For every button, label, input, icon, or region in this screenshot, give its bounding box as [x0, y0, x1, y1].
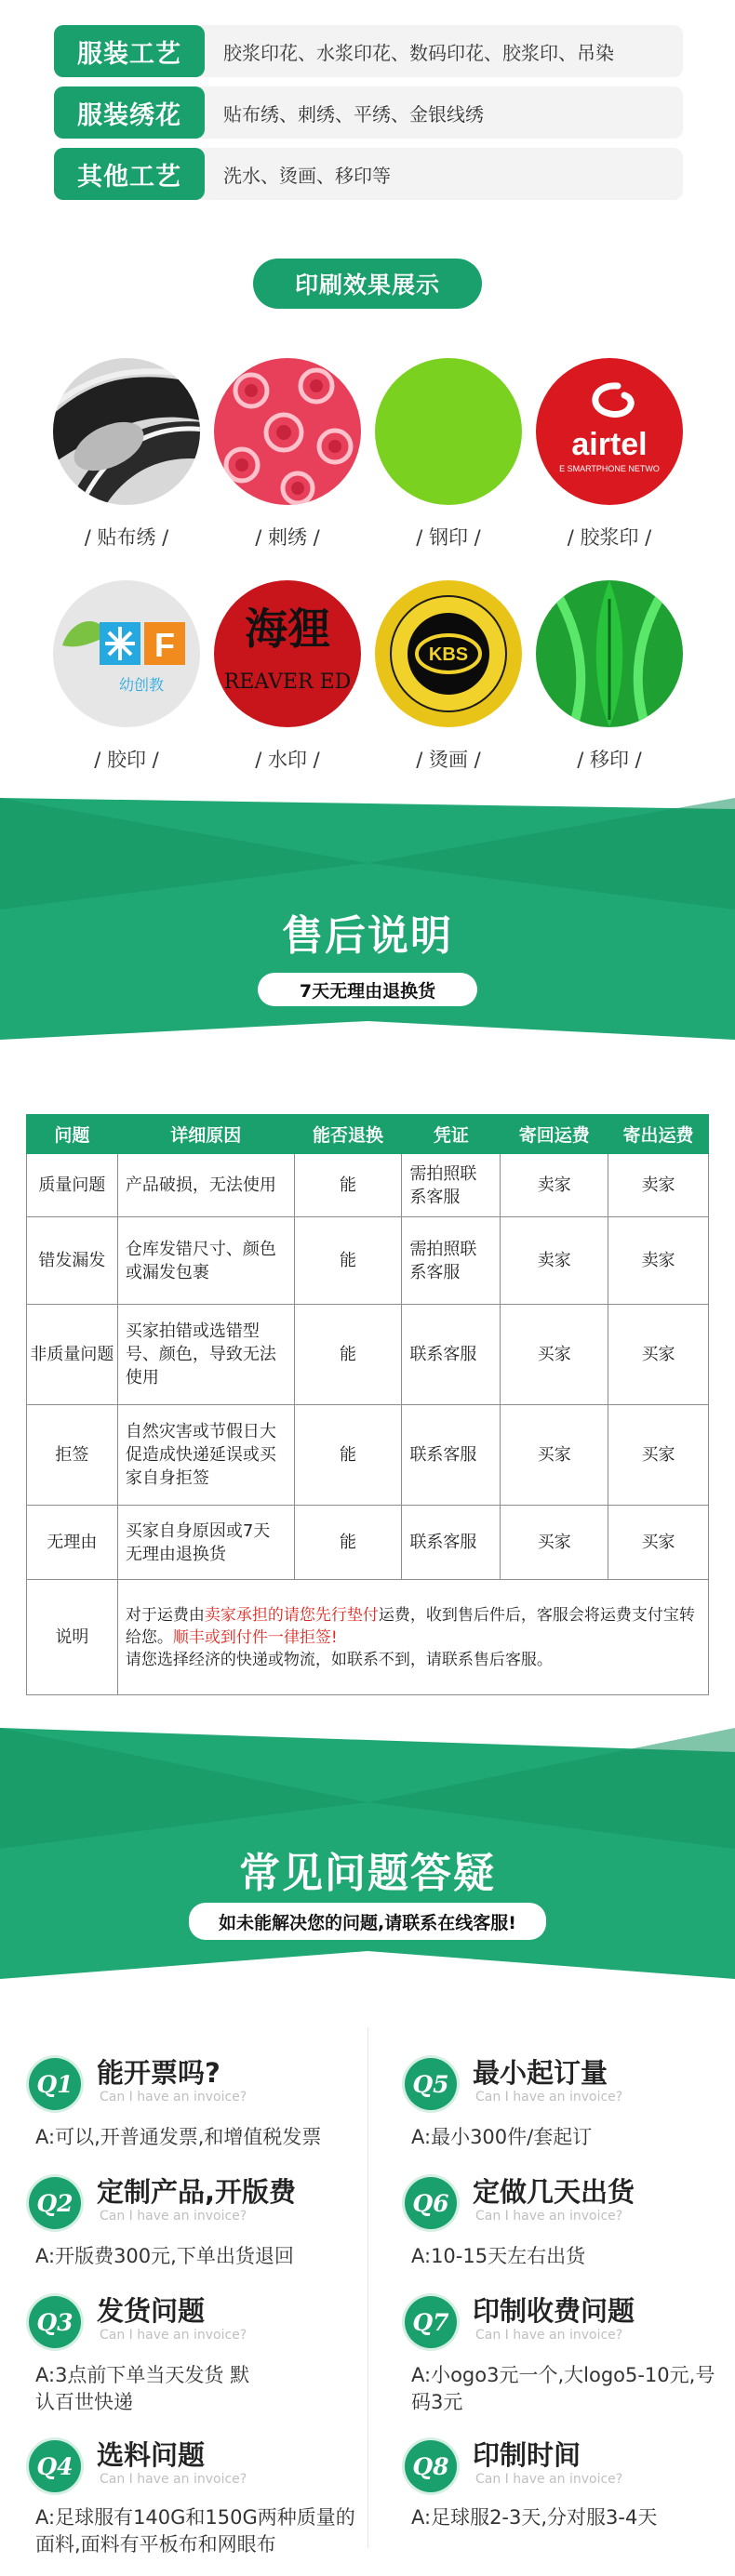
- table-cell: 买家: [501, 1305, 608, 1405]
- after-sale-table: [26, 1114, 709, 1695]
- faq-question: 最小起订量: [473, 2057, 608, 2089]
- table-cell: 卖家: [501, 1154, 608, 1217]
- table-cell: 联系客服: [402, 1305, 501, 1405]
- table-cell: 拒签: [27, 1405, 118, 1506]
- table-cell: 能: [294, 1405, 402, 1506]
- faq-badge: Q4: [29, 2440, 81, 2492]
- faq-answer: A:足球服2-3天,分对服3-4天: [411, 2506, 658, 2529]
- effect-caption: / 胶浆印 /: [567, 526, 652, 549]
- faq-question-en: Can I have an invoice?: [100, 2090, 247, 2105]
- table-cell: 产品破损，无法使用: [117, 1154, 294, 1217]
- table-cell: 卖家: [501, 1217, 608, 1305]
- svg-text:F: F: [154, 626, 175, 664]
- table-header: 问题: [27, 1115, 118, 1154]
- effect-caption: / 烫画 /: [416, 749, 481, 771]
- process-tag: 服装工艺: [54, 25, 205, 77]
- table-header: 凭证: [402, 1115, 501, 1154]
- pad-print-image: [536, 580, 683, 727]
- offset-print-image: [53, 580, 200, 727]
- table-row: [27, 1217, 709, 1305]
- table-cell: 非质量问题: [27, 1305, 118, 1405]
- table-row: [27, 1154, 709, 1217]
- table-cell: 联系客服: [402, 1506, 501, 1580]
- water-print-english: REAVER ED: [223, 671, 352, 694]
- table-cell: 卖家: [608, 1154, 709, 1217]
- after-sale-title: 售后说明: [282, 912, 453, 960]
- table-cell: 说明: [27, 1580, 118, 1695]
- table-cell: 买家: [608, 1305, 709, 1405]
- table-header-row: [27, 1115, 709, 1154]
- kbs-logo-text: KBS: [428, 644, 469, 665]
- effect-caption: / 胶印 /: [94, 749, 159, 771]
- process-row-embroidery: [54, 86, 683, 139]
- table-cell: 错发漏发: [27, 1217, 118, 1305]
- effects-title: 印刷效果展示: [253, 259, 482, 309]
- table-cell: 联系客服: [402, 1405, 501, 1506]
- faq-badge: Q5: [405, 2058, 457, 2110]
- steel-print-image: [375, 358, 522, 505]
- water-print-image: [214, 580, 361, 727]
- table-cell: 买家: [501, 1405, 608, 1506]
- faq-question: 定做几天出货: [473, 2176, 635, 2208]
- faq-title: 常见问题答疑: [239, 1850, 496, 1897]
- table-cell: 买家: [501, 1506, 608, 1580]
- heat-transfer-image: [375, 580, 522, 727]
- faq-answer: A:足球服有140G和150G两种质量的面料,面料有平板布和网眼布: [35, 2506, 355, 2556]
- faq-answer: A:最小300件/套起订: [411, 2126, 593, 2148]
- process-row-other: [54, 148, 683, 200]
- faq-question-en: Can I have an invoice?: [100, 2328, 247, 2343]
- water-print-chinese: 海狸: [245, 604, 330, 654]
- faq-badge: Q7: [405, 2296, 457, 2348]
- process-desc: 洗水、烫画、移印等: [223, 164, 391, 187]
- faq-question-en: Can I have an invoice?: [475, 2090, 623, 2105]
- table-row: [27, 1405, 709, 1506]
- effect-caption: / 移印 /: [577, 749, 642, 771]
- table-cell: 买家: [608, 1405, 709, 1506]
- process-tag: 其他工艺: [54, 148, 205, 200]
- process-tag: 服装绣花: [54, 86, 205, 139]
- table-row: [27, 1506, 709, 1580]
- faq-badge: Q2: [29, 2177, 81, 2229]
- table-cell: 需拍照联系客服: [402, 1154, 501, 1217]
- airtel-logo-text: airtel: [571, 427, 648, 462]
- effect-caption: / 刺绣 /: [255, 526, 320, 549]
- note-highlight: 顺丰或到付件一律拒签!: [172, 1627, 338, 1647]
- table-cell: 买家: [608, 1506, 709, 1580]
- table-header: 详细原因: [117, 1115, 294, 1154]
- plastisol-print-image: [536, 358, 683, 505]
- faq-answer: A:可以,开普通发票,和增值税发票: [35, 2126, 322, 2148]
- table-cell: 买家自身原因或7天无理由退换货: [117, 1506, 294, 1580]
- faq-question: 定制产品,开版费: [97, 2176, 297, 2208]
- faq-answer: A:小ogo3元一个,大logo5-10元,号码3元: [411, 2364, 715, 2413]
- faq-badge: Q3: [29, 2296, 81, 2348]
- table-cell: 卖家: [608, 1217, 709, 1305]
- airtel-logo-subtext: E SMARTPHONE NETWO: [559, 464, 660, 473]
- faq-question-en: Can I have an invoice?: [475, 2209, 623, 2224]
- faq-answer: A:开版费300元,下单出货退回: [35, 2245, 294, 2267]
- table-cell: 质量问题: [27, 1154, 118, 1217]
- note-text: 对于运费由: [125, 1605, 205, 1625]
- applique-embroidery-image: [53, 358, 200, 505]
- embroidery-image: [214, 358, 361, 505]
- process-desc: 贴布绣、刺绣、平绣、金银线绣: [223, 102, 484, 126]
- offset-logo-text: 幼创教: [118, 676, 165, 694]
- table-cell: 无理由: [27, 1506, 118, 1580]
- after-sale-subtitle: 7天无理由退换货: [258, 973, 477, 1006]
- table-cell: 能: [294, 1506, 402, 1580]
- table-header: 能否退换: [294, 1115, 402, 1154]
- table-cell: 能: [294, 1217, 402, 1305]
- table-header: 寄出运费: [608, 1115, 709, 1154]
- table-cell: 仓库发错尺寸、颜色或漏发包裹: [117, 1217, 294, 1305]
- faq-subtitle: 如未能解决您的问题,请联系在线客服!: [189, 1903, 546, 1940]
- process-row-apparel: [54, 25, 683, 77]
- faq-badge: Q1: [29, 2058, 81, 2110]
- faq-question: 印制收费问题: [473, 2295, 635, 2327]
- table-note-row: [27, 1580, 709, 1695]
- table-cell: 能: [294, 1305, 402, 1405]
- effect-caption: / 钢印 /: [416, 526, 481, 549]
- faq-question: 能开票吗?: [97, 2057, 220, 2089]
- table-header: 寄回运费: [501, 1115, 608, 1154]
- faq-answer: A:10-15天左右出货: [411, 2245, 586, 2267]
- table-cell: 买家拍错或选错型号、颜色，导致无法使用: [117, 1305, 294, 1405]
- table-cell: 能: [294, 1154, 402, 1217]
- table-cell: 需拍照联系客服: [402, 1217, 501, 1305]
- faq-badge: Q6: [405, 2177, 457, 2229]
- faq-question: 选料问题: [97, 2439, 206, 2471]
- table-note: [117, 1580, 708, 1695]
- process-desc: 胶浆印花、水浆印花、数码印花、胶浆印、吊染: [223, 41, 614, 64]
- note-text: 请您选择经济的快递或物流，如联系不到，请联系售后客服。: [125, 1650, 553, 1669]
- note-text: 运费，收到售后件后，客服会将运费支付宝转给您。: [125, 1605, 695, 1647]
- faq-question: 印制时间: [473, 2439, 581, 2471]
- faq-question-en: Can I have an invoice?: [475, 2328, 623, 2343]
- faq-question-en: Can I have an invoice?: [100, 2472, 247, 2487]
- faq-answer: A:3点前下单当天发货 默认百世快递: [35, 2364, 250, 2413]
- faq-question-en: Can I have an invoice?: [475, 2472, 623, 2487]
- table-cell: 自然灾害或节假日大促造成快递延误或买家自身拒签: [117, 1405, 294, 1506]
- note-highlight: 卖家承担的请您先行垫付: [204, 1605, 379, 1625]
- faq-question: 发货问题: [97, 2295, 206, 2327]
- effect-caption: / 水印 /: [255, 749, 320, 771]
- table-row: [27, 1305, 709, 1405]
- faq-badge: Q8: [405, 2440, 457, 2492]
- effect-caption: / 贴布绣 /: [84, 526, 169, 549]
- faq-question-en: Can I have an invoice?: [100, 2209, 247, 2224]
